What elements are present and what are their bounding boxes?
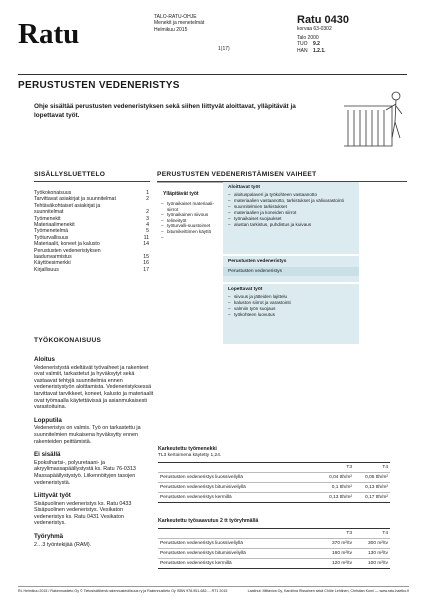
table-of-contents xyxy=(34,190,149,273)
row-label: Perustusten vedeneristys liuossiveliyllä xyxy=(158,539,318,549)
han-label: HAN xyxy=(297,47,308,54)
col-header xyxy=(158,463,318,473)
maintain-item: – telineityöt xyxy=(161,218,223,224)
phases-diagram xyxy=(157,182,407,322)
data-table xyxy=(158,528,390,569)
talo-label: Talo 2000 xyxy=(297,35,319,42)
table-row xyxy=(158,559,390,569)
header-meta xyxy=(154,14,204,33)
toc-page: 17 xyxy=(143,266,149,273)
end-phase-title: Lopettavat työt xyxy=(228,287,263,292)
start-phase-item: – työnaikaiset suojaukset xyxy=(228,216,359,222)
toc-label: Tarvittavat asiakirjat ja suunnitelmat xyxy=(34,196,116,203)
toc-label: Käyttöesimerkki xyxy=(34,260,71,267)
lead-paragraph: Ohje sisältää perustusten vedeneristyksen sekä siihen liittyvät aloittavat, ylläpitävät ja lopettavat työt. xyxy=(34,103,296,119)
table-header-row xyxy=(158,463,390,473)
work-phase-title: Perustusten vedeneristys xyxy=(228,259,287,264)
table-title: Karkeutettu työsaavutus 2 tt työryhmällä xyxy=(158,518,259,524)
toc-page: 2 xyxy=(146,196,149,203)
toc-label: Materiaalimenekit xyxy=(34,222,75,229)
page-number: 1(17) xyxy=(218,46,230,52)
toc-label: Työturvallisuus xyxy=(34,234,69,241)
work-consumption-table xyxy=(158,446,390,503)
ratu-code: Ratu 0430 xyxy=(297,14,349,26)
table-header-row xyxy=(158,529,390,539)
cell: 0,13 tth/m² xyxy=(318,493,354,503)
toc-label: Työkokonaisuus xyxy=(34,190,72,196)
toc-label: Kirjallisuus xyxy=(34,266,59,273)
body-column xyxy=(34,350,154,548)
section-text: Vedeneristystä edeltävät työvaiheet ja rakenteet ovat valmiit, tarkastetut ja hyväksytyt sekä vastaavat tehtyjä suunnitelmia ennen vedeneristystyön aloittamista. Vedeneristyksessä tarvittavat tarvikkeet, koneet, kalusto ja materiaalit ovat työmaalla käytettävissä ja asianmukaisesti varastoituina. xyxy=(34,364,154,411)
toc-page: 15 xyxy=(143,254,149,261)
cell: 160 m²/tv xyxy=(318,549,354,559)
phases-heading: PERUSTUSTEN VEDENERISTÄMISEN VAIHEET xyxy=(157,171,317,178)
table-row xyxy=(158,549,390,559)
toc-label: suunnitelmat xyxy=(34,209,64,216)
end-phase-item: – työkohteen luovutus xyxy=(228,312,359,318)
maintain-item: – työnaikaiset materiaali-siirrot xyxy=(161,201,223,212)
col-header: T4 xyxy=(354,463,390,473)
toc-label: Materiaalit, koneet ja kalusto xyxy=(34,241,100,248)
section-text: 2…3 työntekijää (RAM). xyxy=(34,541,92,548)
table-subtitle: TL3 kertoimena käytetty 1,24. xyxy=(158,453,222,458)
cell: 0,13 tth/m² xyxy=(354,483,390,493)
toc-page: 11 xyxy=(143,234,149,241)
cell: 300 m²/tv xyxy=(354,539,390,549)
cell: 0,17 tth/m² xyxy=(354,493,390,503)
section-heading: Ei sisällä xyxy=(34,451,61,459)
row-label: Perustusten vedeneristys liuossiveliyllä xyxy=(158,473,318,483)
work-achievement-table xyxy=(158,518,390,569)
row-label: Perustusten vedeneristys kermillä xyxy=(158,493,318,503)
end-phase-item: – kaluston siirrot ja varastointi xyxy=(228,300,359,306)
cell: 130 m²/tv xyxy=(354,549,390,559)
start-phase-item: – aloituspalaveri ja työkohteen vastaanotto xyxy=(228,192,359,198)
ratu-code-box xyxy=(297,14,349,54)
section-heading: Lopputila xyxy=(34,416,62,424)
table-row xyxy=(158,493,390,503)
replaces-code: korvaa 63-0302 xyxy=(297,26,332,32)
section-heading: Liittyvät työt xyxy=(34,492,71,500)
end-phase-list xyxy=(223,294,359,318)
cell: 370 m²/tv xyxy=(318,539,354,549)
table-row xyxy=(158,473,390,483)
toc-label: Työmenekit xyxy=(34,215,61,222)
section-text: Sisäpuolinen vedeneristys ks. Ratu 0433 Sisäpuolinen vedeneristys. Vesikaton vedeneristys ks. Ratu 0431 Vesikaton vedeneristys. xyxy=(34,500,132,527)
doc-series: Menekit ja menetelmät xyxy=(154,20,205,27)
toc-label: Perustusten vedeneristyksen xyxy=(34,247,101,254)
header xyxy=(18,14,407,70)
worker-illustration xyxy=(340,88,404,148)
col-header: T3 xyxy=(318,529,354,539)
toc-page: 16 xyxy=(143,260,149,267)
maintain-item: – työturvalli-suustoimet xyxy=(161,223,223,229)
end-phase-panel xyxy=(223,284,359,344)
row-label: Perustusten vedeneristys kermillä xyxy=(158,559,318,569)
title-rule xyxy=(18,74,407,75)
section-text: Vedeneristys on valmis. Työ on tarkastettu ja suunnitelmien mukaisena hyväksytty ennen rakenteiden peittämistä. xyxy=(34,425,141,445)
maintain-item: – bitumikeittimen käyttö xyxy=(161,229,223,235)
cell: 0,05 tth/m² xyxy=(354,473,390,483)
maintain-box xyxy=(157,182,223,312)
toc-label: Työmenetelmä xyxy=(34,228,69,235)
section-heading: Työryhmä xyxy=(34,533,64,541)
document-title: PERUSTUSTEN VEDENERISTYS xyxy=(18,80,180,91)
start-phase-list xyxy=(223,192,359,227)
toc-label: Tehtäväkohtaiset asiakirjat ja xyxy=(34,202,101,209)
han-value: 1.2.1. xyxy=(313,47,326,54)
toc-label: laadunvarmistus xyxy=(34,254,72,261)
col-header xyxy=(158,529,318,539)
footer-left: RL Helmikuu 2015 / Rakennustieto Oy © Tietosisältöenä rakennusteollisuus ry ja Rakennustieto Oy ISBN 978-951-682-... RT1 2015 xyxy=(18,589,228,593)
cell: 100 m²/tv xyxy=(354,559,390,569)
toc-page: 4 xyxy=(146,222,149,229)
section-heading: Aloitus xyxy=(34,356,55,363)
maintain-item: – työnaikainen siivous xyxy=(161,212,223,218)
footer-right: Laatinut: Mittaviva Oy, Karoliina Rissainen sekä Chlöe Lehtinen, Christian Kumi — www.ratu-haetko.fi xyxy=(247,589,409,593)
start-phase-item: – alustan tarkistus, puhdistus ja kuivaus xyxy=(228,222,359,228)
end-phase-item: – valmiin työn suojaus xyxy=(228,306,359,312)
cell: 0,04 tth/m² xyxy=(318,473,354,483)
page-footer xyxy=(18,586,409,593)
start-phase-item: – materiaalien ja koneiden siirrot xyxy=(228,210,359,216)
doc-type: TALO-RATU-OHJE xyxy=(154,14,197,20)
work-phase-panel xyxy=(223,256,359,282)
table-title: Karkeutettu työmenekki xyxy=(158,446,217,452)
start-phase-title: Aloittavat työt xyxy=(228,185,260,190)
toc-page: 5 xyxy=(146,228,149,235)
tuo-label: TUO xyxy=(297,41,308,48)
body-heading: TYÖKOKONAISUUS xyxy=(34,337,102,344)
toc-page: 2 xyxy=(146,209,149,216)
row-label: Perustusten vedeneristys bitumisiveliyllä xyxy=(158,483,318,493)
start-phase-item: – materiaalien vastaanotto, tarkistukset ja välivarastointi xyxy=(228,198,359,204)
cell: 0,1 tth/m² xyxy=(318,483,354,493)
toc-page: 14 xyxy=(143,241,149,248)
data-table xyxy=(158,462,390,503)
svg-text:Ratu: Ratu xyxy=(18,18,80,48)
start-phase-panel xyxy=(223,182,359,254)
tuo-value: 9.2 xyxy=(313,41,320,48)
col-header: T3 xyxy=(318,463,354,473)
doc-date: Helmikuu 2015 xyxy=(154,26,188,33)
work-phase-item: Perustusten vedeneristys xyxy=(223,267,359,276)
table-row xyxy=(158,483,390,493)
toc-rule xyxy=(34,181,150,182)
ratu-logo xyxy=(18,18,104,48)
table-row xyxy=(158,539,390,549)
row-label: Perustusten vedeneristys bitumisiveliyllä xyxy=(158,549,318,559)
toc-heading: SISÄLLYSLUETTELO xyxy=(34,171,106,178)
section-text: Epoksihartsi-, polyuretaani- ja akryylimassapäällystystä ks. Ratu 76-0313 Massapäällystystyö. Liikennöityjen tasojen vedeneristystä. xyxy=(34,459,136,486)
maintain-title: Ylläpitävät työt xyxy=(163,191,199,197)
toc-page: 3 xyxy=(146,215,149,222)
maintain-list xyxy=(161,201,223,235)
col-header: T4 xyxy=(354,529,390,539)
classification-codes xyxy=(297,41,349,53)
toc-item[interactable] xyxy=(34,267,149,273)
end-phase-item: – siivous ja jätteiden lajittelu xyxy=(228,294,359,300)
start-phase-item: – suunnitelmien tarkistukset xyxy=(228,204,359,210)
cell: 120 m²/tv xyxy=(318,559,354,569)
toc-page: 1 xyxy=(146,190,149,196)
